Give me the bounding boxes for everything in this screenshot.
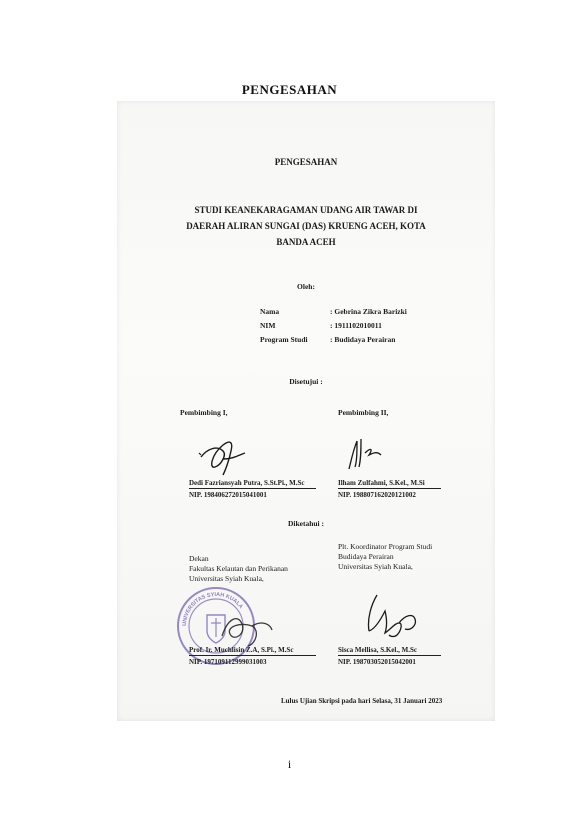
identity-label-nim: NIM (260, 321, 276, 330)
thesis-title-line-1: STUDI KEANEKARAGAMAN UDANG AIR TAWAR DI (194, 205, 418, 215)
coordinator-name: Sisca Mellisa, S.Kel., M.Sc (338, 646, 417, 654)
stamp-text: UNIVERSITAS SYIAH KUALA (181, 591, 244, 627)
coordinator-underline (338, 655, 441, 656)
dean-role-line-2: Fakultas Kelautan dan Perikanan (189, 564, 288, 573)
coordinator-nip: NIP. 198703052015042001 (338, 658, 416, 666)
coordinator-role-line-1: Plt. Koordinator Program Studi (338, 542, 433, 551)
supervisor-1-nip: NIP. 198406272015041001 (189, 491, 267, 499)
coordinator-role-line-2: Budidaya Perairan (338, 552, 394, 561)
oleh-label: Oleh: (297, 282, 315, 291)
dean-name: Prof. Ir. Muchlisin Z.A, S.Pi., M.Sc (189, 646, 294, 654)
supervisor-1-name: Dedi Fazriansyah Putra, S.St.Pi., M.Sc (189, 479, 305, 487)
thesis-title-line-2: DAERAH ALIRAN SUNGAI (DAS) KRUENG ACEH, KOTA (186, 221, 426, 231)
thesis-title-line-3: BANDA ACEH (276, 237, 336, 247)
dean-role-line-3: Universitas Syiah Kuala, (189, 574, 264, 583)
supervisor-1-underline (189, 488, 316, 489)
supervisor-1-signature (187, 431, 257, 479)
supervisor-1-role: Pembimbing I, (180, 408, 228, 417)
identity-value-nama: : Gebrina Zikra Barizki (330, 307, 407, 316)
supervisor-2-nip: NIP. 198807162020121002 (338, 491, 416, 499)
supervisor-2-role: Pembimbing II, (338, 408, 389, 417)
graduation-statement: Lulus Ujian Skripsi pada hari Selasa, 31 Januari 2023 (281, 697, 443, 705)
identity-value-nim: : 1911102010011 (330, 321, 382, 330)
identity-label-program: Program Studi (260, 335, 308, 344)
dean-role-line-1: Dekan (189, 554, 209, 563)
diketahui-label: Diketahui : (287, 519, 325, 528)
scan-heading: PENGESAHAN (274, 157, 338, 167)
identity-label-nama: Nama (260, 307, 280, 316)
identity-value-program: : Budidaya Perairan (330, 335, 396, 344)
coordinator-signature (355, 589, 425, 645)
dean-underline (189, 655, 316, 656)
scanned-approval-sheet (117, 101, 495, 721)
coordinator-role-line-3: Universitas Syiah Kuala, (338, 562, 413, 571)
page-heading: PENGESAHAN (241, 82, 338, 97)
dean-nip: NIP. 197109112999031003 (189, 658, 267, 666)
supervisor-2-underline (338, 488, 441, 489)
disetujui-label: Disetujui : (289, 377, 323, 386)
supervisor-2-signature (343, 433, 403, 473)
page-number: i (287, 757, 292, 771)
supervisor-2-name: Ilham Zulfahmi, S.Kel., M.Si (338, 479, 425, 487)
